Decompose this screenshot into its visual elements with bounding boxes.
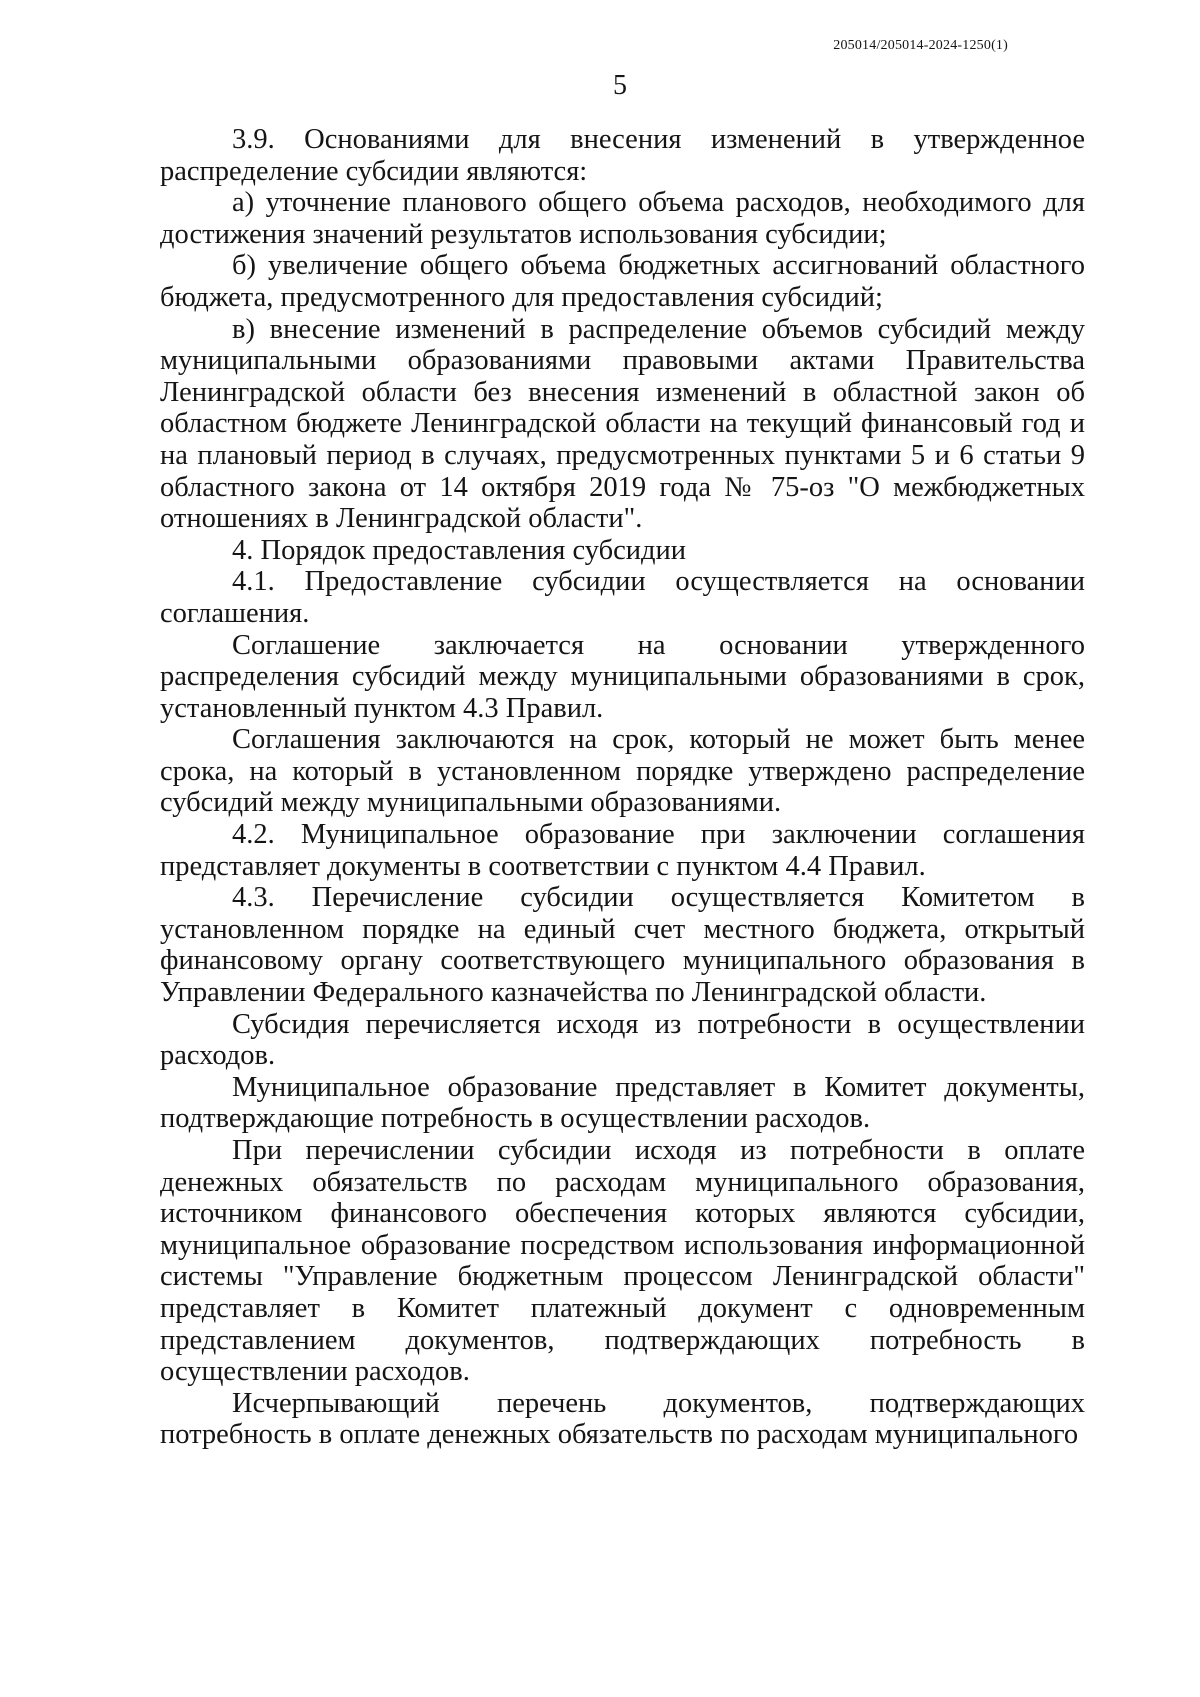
paragraph-3-9-a: а) уточнение планового общего объема расходов, необходимого для достижения значений результатов использования субсидии; [160,187,1085,250]
section-title: 4. Порядок предоставления субсидии [232,534,686,566]
paragraph-agreement-basis: Соглашение заключается на основании утвержденного распределения субсидий между муниципальными образованиями в срок, установленный пунктом 4.3 Правил. [160,629,1085,724]
paragraph-payment-procedure: При перечислении субсидии исходя из потребности в оплате денежных обязательств по расходам муниципального образования, источником финансового обеспечения которых являются субсидии, муниципальное образование посредством использования информационной системы "Управление бюджетным процессом Ленинградской области" представляет в Комитет платежный документ с одновременным представлением документов, подтверждающих потребность в осуществлении расходов. [160,1135,1085,1388]
document-body [160,124,1085,1451]
page-number: 5 [613,70,627,101]
paragraph-4-1: 4.1. Предоставление субсидии осуществляется на основании соглашения. [160,566,1085,629]
paragraph-documents-submission: Муниципальное образование представляет в Комитет документы, подтверждающие потребность в осуществлении расходов. [160,1071,1085,1135]
paragraph-4-2: 4.2. Муниципальное образование при заключении соглашения представляет документы в соответствии с пунктом 4.4 Правил. [160,819,1085,882]
paragraph-3-9-b: б) увеличение общего объема бюджетных ассигнований областного бюджета, предусмотренного для предоставления субсидий; [160,250,1085,313]
paragraph-agreement-term: Соглашения заключаются на срок, который не может быть менее срока, на который в установленном порядке утверждено распределение субсидий между муниципальными образованиями. [160,724,1085,819]
document-registration-number: 205014/205014-2024-1250(1) [833,38,1008,53]
paragraph-3-9-c: в) внесение изменений в распределение объемов субсидий между муниципальными образованиями правовыми актами Правительства Ленинградской области без внесения изменений в областной закон об областном бюджете Ленинградской области на текущий финансовый год и на плановый период в случаях, предусмотренных пунктами 5 и 6 статьи 9 областного закона от 14 октября 2019 года № 75-оз "О межбюджетных отношениях в Ленинградской области". [160,313,1085,535]
paragraph-4-3: 4.3. Перечисление субсидии осуществляется Комитетом в установленном порядке на единый счет местного бюджета, открытый финансовому органу соответствующего муниципального образования в Управлении Федерального казначейства по Ленинградской области. [160,882,1085,1009]
paragraph-documents-list: Исчерпывающий перечень документов, подтверждающих потребность в оплате денежных обязательств по расходам муниципального [160,1387,1085,1451]
paragraph-transfer-need: Субсидия перечисляется исходя из потребности в осуществлении расходов. [160,1008,1085,1072]
paragraph-3-9: 3.9. Основаниями для внесения изменений в утвержденное распределение субсидии являются: [160,124,1085,187]
